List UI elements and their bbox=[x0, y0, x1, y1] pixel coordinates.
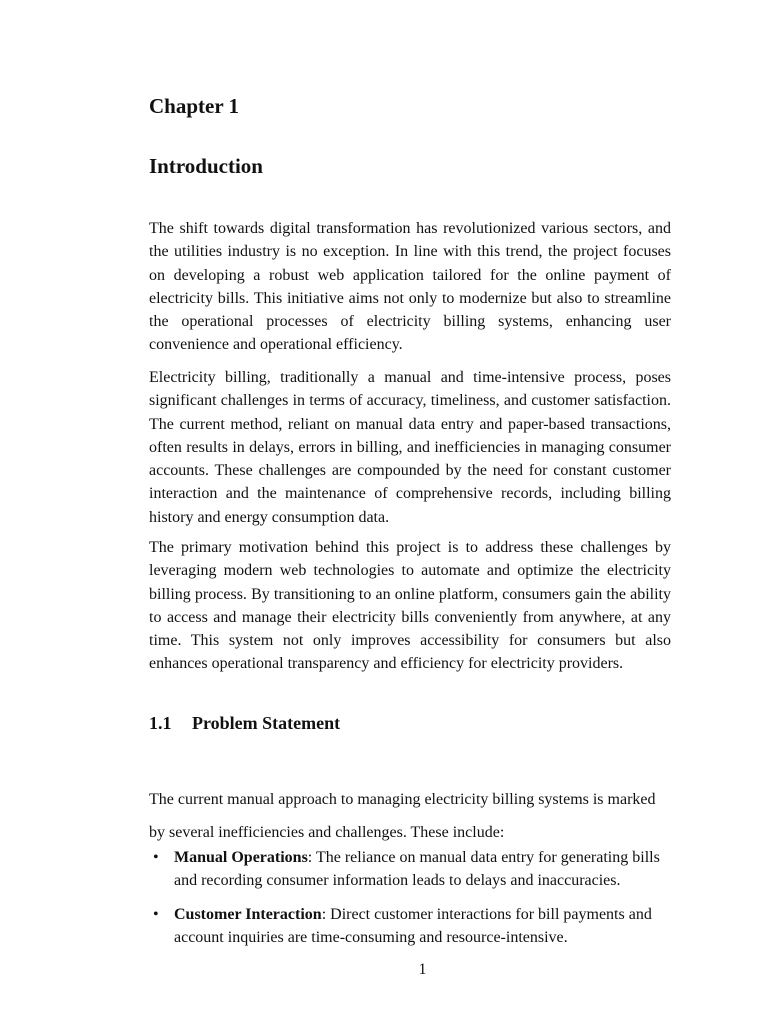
bullet-icon: • bbox=[153, 849, 159, 866]
bullet-text: : The reliance on manual data entry for generating bills and recording consumer information leads to delays and inaccuracies. bbox=[174, 849, 660, 889]
bullet-term: Manual Operations bbox=[174, 849, 308, 866]
paragraph-intro-3: The primary motivation behind this project is to address these challenges by leveraging modern web technologies to automate and optimize the electricity billing process. By transitioning to an online platform, consumers gain the ability to access and manage their electricity bills conveniently from anywhere, at any time. This system not only improves accessibility for consumers but also enhances operational transparency and efficiency for electricity providers. bbox=[149, 539, 671, 673]
paragraph-intro-1: The shift towards digital transformation has revolutionized various sectors, and the utilities industry is no exception. In line with this trend, the project focuses on developing a robust web application tailored for the online payment of electricity bills. This initiative aims not only to modernize but also to streamline the operational processes of electricity billing systems, enhancing user convenience and operational efficiency. bbox=[149, 220, 671, 354]
section-heading bbox=[149, 713, 340, 734]
bullet-text: : Direct customer interactions for bill payments and account inquiries are time-consuming and resource-intensive. bbox=[174, 906, 652, 946]
chapter-label: Chapter 1 bbox=[149, 94, 240, 118]
bullet-icon: • bbox=[153, 906, 159, 923]
chapter-title: Introduction bbox=[149, 154, 263, 178]
section-intro: The current manual approach to managing electricity billing systems is marked by several inefficiencies and challenges. These include: bbox=[149, 791, 656, 841]
section-title: Problem Statement bbox=[192, 713, 341, 733]
list-item bbox=[149, 846, 671, 892]
list-item bbox=[149, 903, 671, 949]
problem-list bbox=[149, 846, 671, 960]
page-number: 1 bbox=[418, 961, 427, 978]
paragraph-intro-2: Electricity billing, traditionally a manual and time-intensive process, poses significant challenges in terms of accuracy, timeliness, and customer satisfaction. The current method, reliant on manual data entry and paper-based transactions, often results in delays, errors in billing, and inefficiencies in managing consumer accounts. These challenges are compounded by the need for constant customer interaction and the maintenance of comprehensive records, including billing history and energy consumption data. bbox=[149, 369, 671, 526]
section-number: 1.1 bbox=[149, 713, 172, 733]
bullet-term: Customer Interaction bbox=[174, 906, 322, 923]
